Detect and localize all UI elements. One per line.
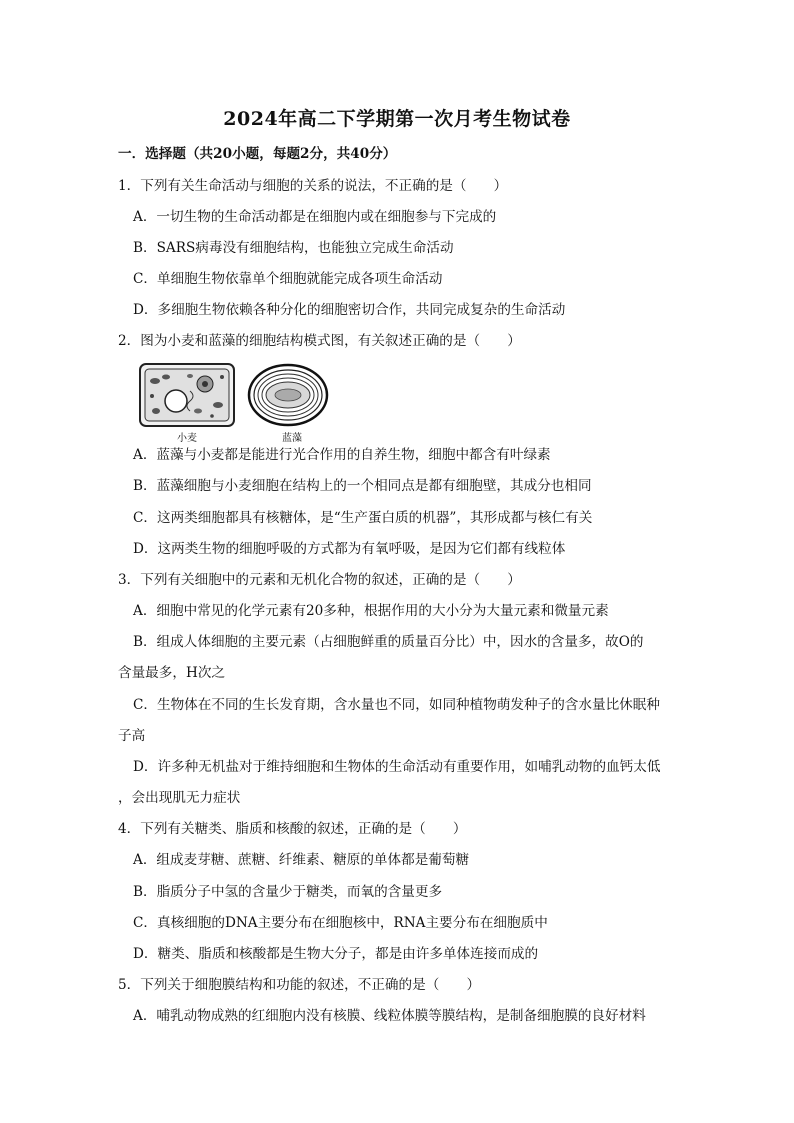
question-3-option-c-continued: 子高 (118, 728, 146, 744)
question-4-option-d: D．糖类、脂质和核酸都是生物大分子，都是由许多单体连接而成的 (133, 946, 539, 962)
cell-structure-figure (138, 361, 338, 443)
question-5-option-a: A．哺乳动物成熟的红细胞内没有核膜、线粒体膜等膜结构，是制备细胞膜的良好材料 (133, 1008, 646, 1024)
question-4-option-b: B．脂质分子中氢的含量少于糖类，而氧的含量更多 (133, 884, 443, 900)
question-1-stem: 1．下列有关生命活动与细胞的关系的说法，不正确的是（ ） (118, 178, 508, 194)
question-2-option-c: C．这两类细胞都具有核糖体，是“生产蛋白质的机器”，其形成都与核仁有关 (133, 510, 593, 526)
wheat-label: 小麦 (177, 433, 197, 444)
question-2-stem: 2．图为小麦和蓝藻的细胞结构模式图，有关叙述正确的是（ ） (118, 333, 521, 349)
question-2-option-b: B．蓝藻细胞与小麦细胞在结构上的一个相同点是都有细胞壁，其成分也相同 (133, 478, 592, 494)
question-3-option-b: B．组成人体细胞的主要元素（占细胞鲜重的质量百分比）中，因水的含量多，故O的 (133, 634, 644, 650)
question-4-stem: 4．下列有关糖类、脂质和核酸的叙述，正确的是（ ） (118, 821, 467, 837)
question-3-option-d-continued: ，会出现肌无力症状 (118, 790, 241, 806)
question-3-option-c: C．生物体在不同的生长发育期，含水量也不同，如同种植物萌发种子的含水量比休眠种 (133, 697, 660, 713)
question-5-stem: 5．下列关于细胞膜结构和功能的叙述，不正确的是（ ） (118, 977, 481, 993)
question-1-option-b: B．SARS病毒没有细胞结构，也能独立完成生命活动 (133, 240, 454, 256)
cyanobacteria-label: 蓝藻 (282, 433, 302, 444)
wheat-cell-drawing (140, 364, 234, 426)
question-2-option-d: D．这两类生物的细胞呼吸的方式都为有氧呼吸，是因为它们都有线粒体 (133, 541, 566, 557)
cell-diagrams (138, 361, 338, 443)
question-3-option-d: D．许多种无机盐对于维持细胞和生物体的生命活动有重要作用，如哺乳动物的血钙太低 (133, 759, 661, 775)
question-1-option-c: C．单细胞生物依靠单个细胞就能完成各项生命活动 (133, 271, 443, 287)
question-3-option-b-continued: 含量最多，H次之 (118, 665, 226, 681)
question-2-option-a: A．蓝藻与小麦都是能进行光合作用的自养生物，细胞中都含有叶绿素 (133, 447, 551, 463)
question-3-stem: 3．下列有关细胞中的元素和无机化合物的叙述，正确的是（ ） (118, 572, 521, 588)
page-title: 2024年高二下学期第一次月考生物试卷 (223, 108, 571, 130)
question-4-option-c: C．真核细胞的DNA主要分布在细胞核中，RNA主要分布在细胞质中 (133, 915, 548, 931)
section-heading: 一．选择题（共20小题，每题2分，共40分） (118, 146, 397, 162)
question-4-option-a: A．组成麦芽糖、蔗糖、纤维素、糖原的单体都是葡萄糖 (133, 852, 470, 868)
question-1-option-a: A．一切生物的生命活动都是在细胞内或在细胞参与下完成的 (133, 209, 497, 225)
question-3-option-a: A．细胞中常见的化学元素有20多种，根据作用的大小分为大量元素和微量元素 (133, 603, 609, 619)
question-1-option-d: D．多细胞生物依赖各种分化的细胞密切合作，共同完成复杂的生命活动 (133, 302, 566, 318)
cyanobacteria-cell-drawing (249, 365, 327, 425)
